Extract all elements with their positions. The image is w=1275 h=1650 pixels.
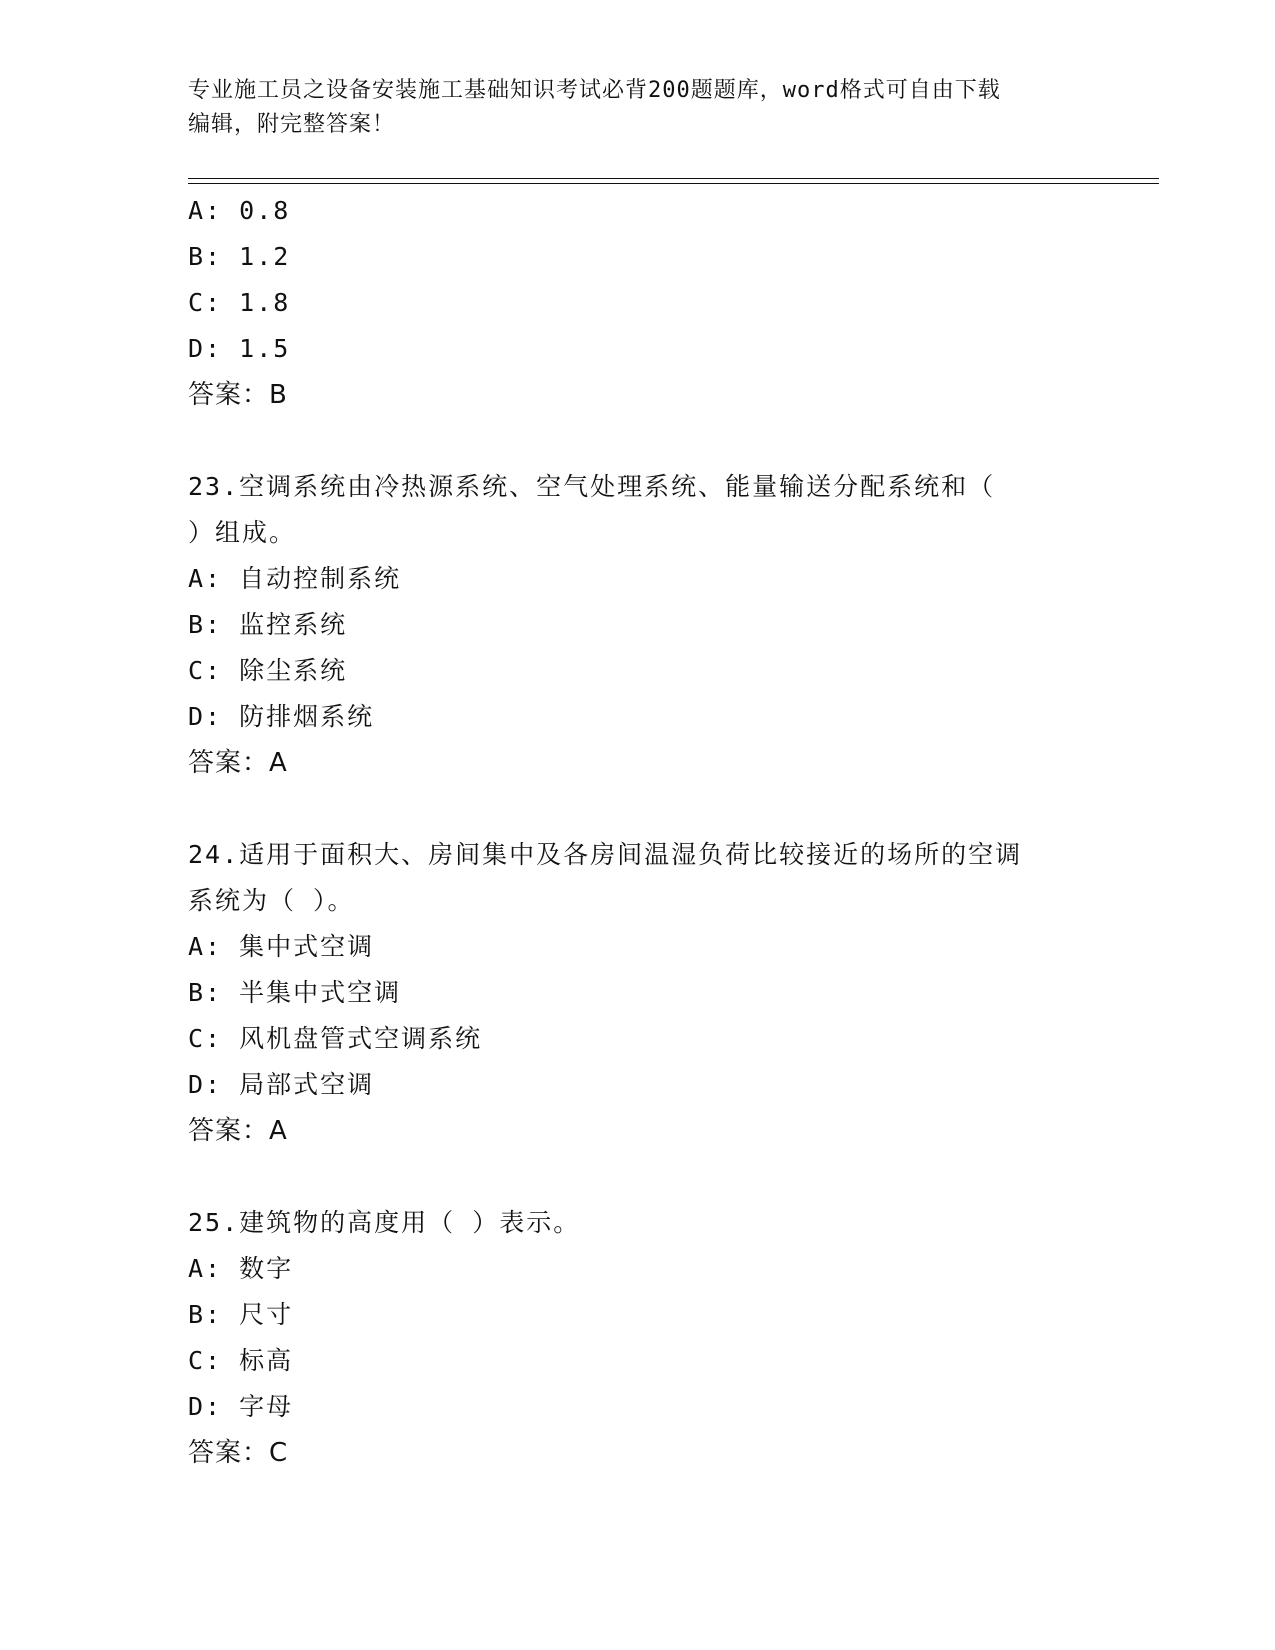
q25-stem-line-1: 25.建筑物的高度用（ ）表示。	[188, 1208, 581, 1237]
q23-option-c: C: 除尘系统	[188, 656, 348, 685]
q23-stem-line-1: 23.空调系统由冷热源系统、空气处理系统、能量输送分配系统和（	[188, 472, 996, 501]
header-divider-top	[188, 178, 1159, 179]
q22-option-b: B: 1.2	[188, 242, 291, 271]
q23-option-b: B: 监控系统	[188, 610, 348, 639]
q24-stem-line-1: 24.适用于面积大、房间集中及各房间温湿负荷比较接近的场所的空调	[188, 840, 1023, 869]
q22-option-a: A: 0.8	[188, 196, 291, 225]
q23-stem-line-2: ）组成。	[188, 518, 297, 547]
q23-answer: 答案：A	[188, 748, 288, 778]
q25-option-d: D: 字母	[188, 1392, 294, 1421]
q24-option-b: B: 半集中式空调	[188, 978, 402, 1007]
header-line-2: 编辑，附完整答案！	[188, 112, 396, 137]
q24-answer: 答案：A	[188, 1116, 288, 1146]
q24-option-a: A: 集中式空调	[188, 932, 375, 961]
q24-option-d: D: 局部式空调	[188, 1070, 375, 1099]
q24-stem-line-2: 系统为（ ）。	[188, 886, 355, 915]
q22-option-d: D: 1.5	[188, 334, 291, 363]
document-header	[188, 74, 1068, 142]
q23-option-a: A: 自动控制系统	[188, 564, 402, 593]
q23-option-d: D: 防排烟系统	[188, 702, 375, 731]
header-divider-bottom	[188, 183, 1159, 184]
q22-answer: 答案：B	[188, 380, 288, 410]
header-line-1: 专业施工员之设备安装施工基础知识考试必背200题题库，word格式可自由下载	[188, 78, 1001, 103]
q22-option-c: C: 1.8	[188, 288, 291, 317]
q25-answer: 答案：C	[188, 1438, 289, 1468]
q25-option-a: A: 数字	[188, 1254, 294, 1283]
q24-option-c: C: 风机盘管式空调系统	[188, 1024, 483, 1053]
q25-option-b: B: 尺寸	[188, 1300, 294, 1329]
q25-option-c: C: 标高	[188, 1346, 294, 1375]
